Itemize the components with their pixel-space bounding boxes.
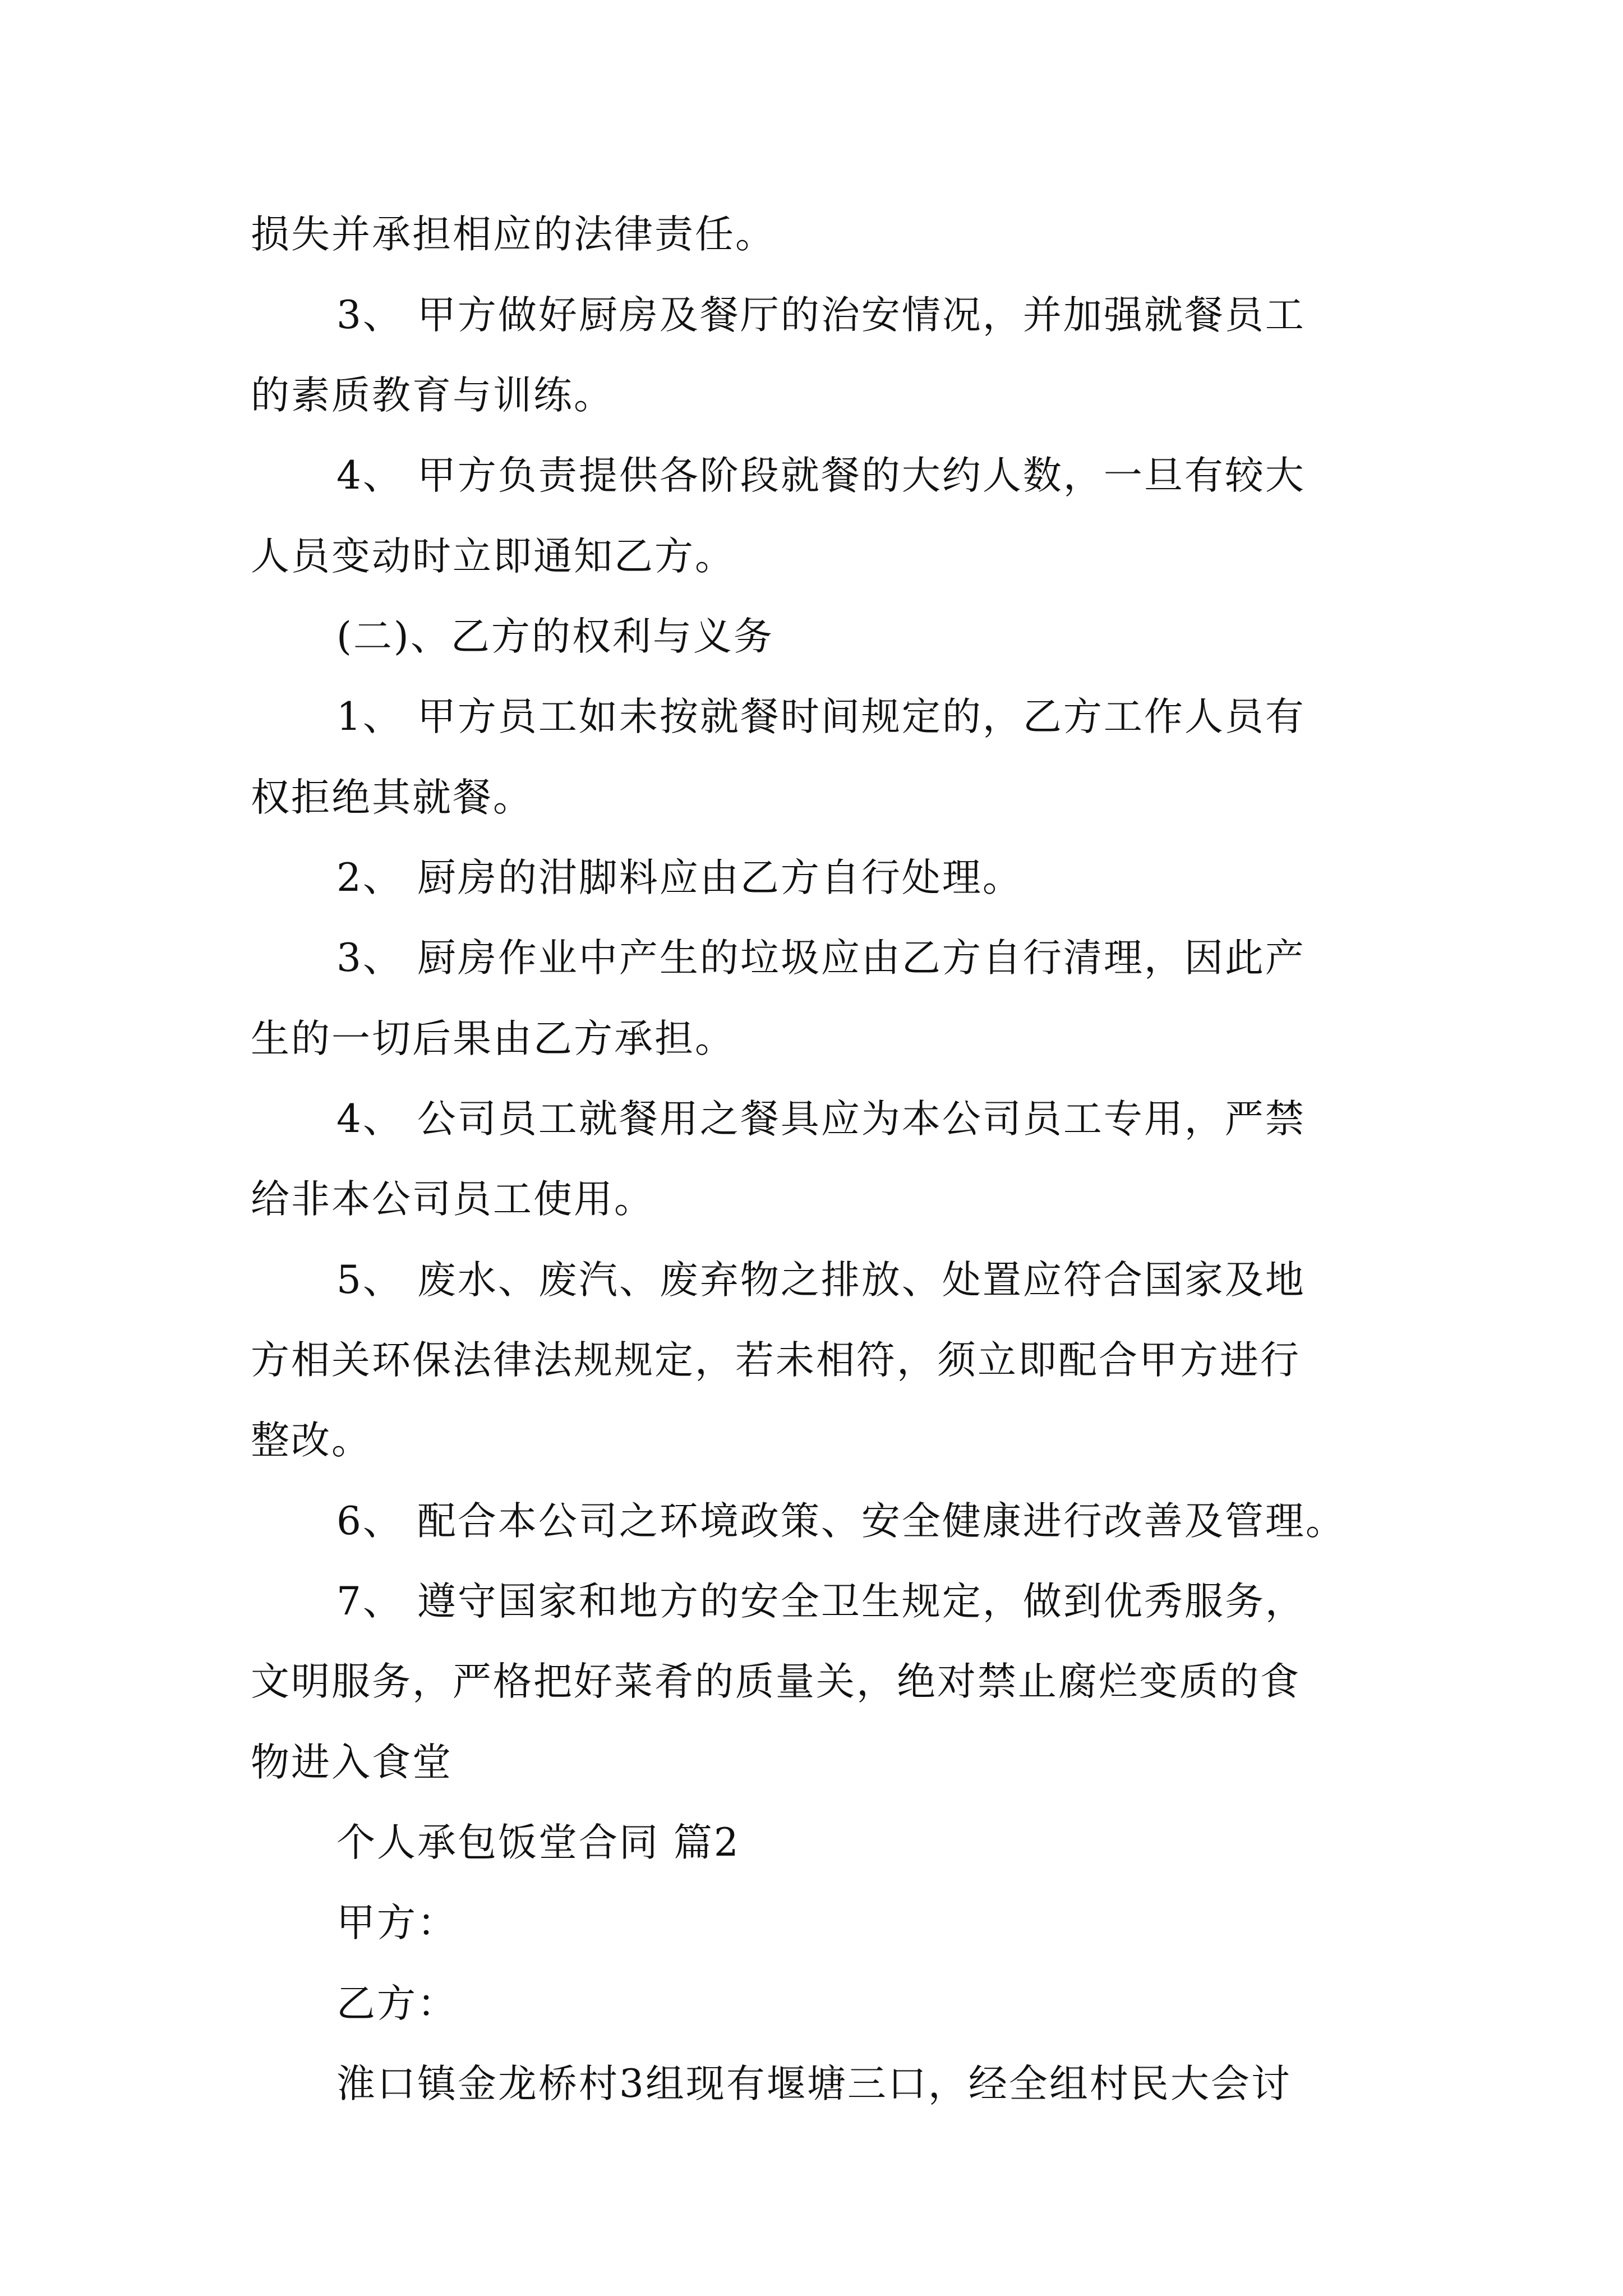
text-line: 物进入食堂 [251, 1740, 453, 1785]
text-line: 人员变动时立即通知乙方。 [251, 534, 735, 579]
party-b-label: 乙方： [336, 1981, 458, 2026]
text-line: 1、 甲方员工如未按就餐时间规定的，乙方工作人员有 [336, 694, 1306, 739]
party-a-label: 甲方： [336, 1901, 458, 1945]
text-line: 5、 废水、废汽、废弃物之排放、处置应符合国家及地 [336, 1258, 1306, 1303]
text-line: (二)、乙方的权利与义务 [336, 614, 774, 659]
text-line: 淮口镇金龙桥村3组现有堰塘三口，经全组村民大会讨 [336, 2062, 1292, 2106]
text-line: 损失并承担相应的法律责任。 [251, 212, 776, 257]
text-line: 文明服务，严格把好菜肴的质量关，绝对禁止腐烂变质的食 [251, 1659, 1301, 1704]
text-line: 生的一切后果由乙方承担。 [251, 1016, 735, 1061]
section-heading: 个人承包饭堂合同 篇2 [336, 1820, 740, 1865]
text-line: 4、 公司员工就餐用之餐具应为本公司员工专用，严禁 [336, 1097, 1306, 1142]
text-line: 权拒绝其就餐。 [251, 775, 533, 820]
text-line: 的素质教育与训练。 [251, 373, 614, 418]
text-line: 给非本公司员工使用。 [251, 1177, 654, 1222]
text-line: 3、 厨房作业中产生的垃圾应由乙方自行清理，因此产 [336, 936, 1306, 981]
text-line: 整改。 [251, 1418, 372, 1463]
text-line: 7、 遵守国家和地方的安全卫生规定，做到优秀服务， [336, 1579, 1306, 1624]
text-line: 3、 甲方做好厨房及餐厅的治安情况，并加强就餐员工 [336, 293, 1306, 338]
text-line: 2、 厨房的泔脚料应由乙方自行处理。 [336, 855, 1023, 900]
text-line: 6、 配合本公司之环境政策、安全健康进行改善及管理。 [336, 1499, 1346, 1544]
text-line: 方相关环保法律法规规定，若未相符，须立即配合甲方进行 [251, 1338, 1301, 1383]
text-line: 4、 甲方负责提供各阶段就餐的大约人数，一旦有较大 [336, 453, 1306, 498]
